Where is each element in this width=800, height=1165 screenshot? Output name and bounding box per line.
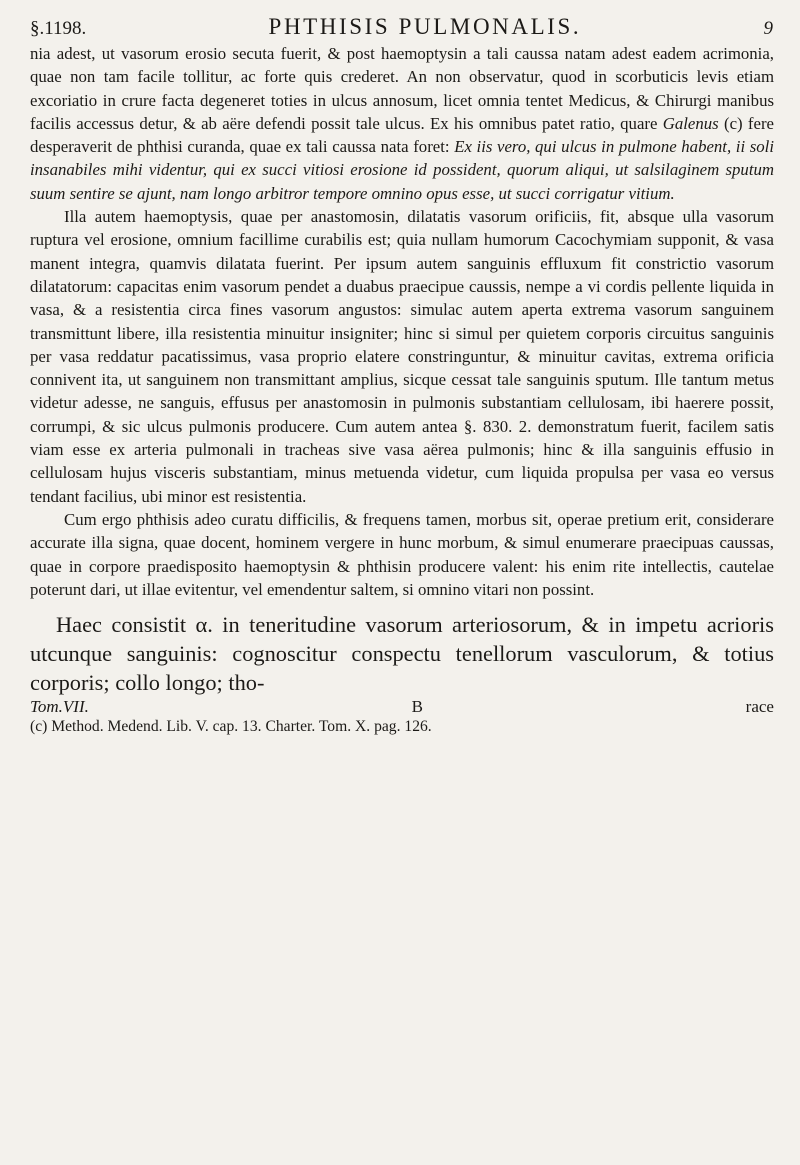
italic-segment: Ex iis vero, qui ulcus in pulmone habent, ii soli insanabiles mihi videntur, qui ex succi vitiosi erosione id possident, quorum aliqui, ut salsilaginem sputum suum sentire se ajunt, nam longo arbitror tempore omnino opus esse, ut succi corrigatur vitium. (30, 137, 774, 203)
running-title: PHTHISIS PULMONALIS. (268, 14, 582, 39)
italic-segment: Galenus (662, 113, 719, 133)
text-segment: Illa autem haemoptysis, quae per anastomosin, dilatatis vasorum orificiis, fit, absque ulla vasorum ruptura vel erosione, omnium facillime curabilis est; quia nullam humorum Cacochymiam supponit, & vasa manent integra, quamvis dilatata fuerint. Per ipsum autem sanguinis effluxum fit constrictio vasorum dilatatorum: capacitas enim vasorum pendet a duabus praecipue caussis, nempe a vi cordis pellente liquida in vasa, & a resistentia circa fines vasorum angustos: simulac autem aperta extrema vasorum sanguinem transmittunt libere, illa resistentia minuitur insigniter; hinc si simul per quietem corporis circuitus sanguinis per vasa reddatur pacatissimus, vasa proprio elatere constringuntur, & minuitur cavitas, extrema orificia connivent ita, ut sanguinem non transmittant amplius, sicque cessat tale sanguinis sputum. Ille tantum metus videtur adesse, ne sanguis, effusus per anastomosin in pulmonis substantiam cellulosam, ibi haerere possit, corrumpi, & sic ulcus pulmonis producere. Cum autem antea §. 830. 2. demonstratum fuerit, facilem satis viam esse ex arteria pulmonali in tracheas sive vasa aërea pulmonis; hinc & illa sanguinis effusio in cellulosam hujus visceris substantiam, minus metuenda videtur, cum liquida propulsa per vasa eo versus tendant facilius, ubi minor est resistentia. (30, 207, 774, 506)
footnote: (c) Method. Medend. Lib. V. cap. 13. Charter. Tom. X. pag. 126. (30, 718, 432, 736)
running-header (30, 14, 774, 40)
volume-mark: Tom.VII. (30, 697, 89, 717)
text-segment: (c) fere desperaverit de phthisi curanda, quae ex tali caussa nata foret: (30, 113, 775, 157)
paragraph (30, 42, 774, 205)
catchword: race (745, 697, 774, 717)
aphorism-block (30, 610, 774, 697)
signature-mark: B (411, 697, 423, 717)
section-number: §.1198. (30, 18, 87, 39)
text-segment: Cum ergo phthisis adeo curatu difficilis, & frequens tamen, morbus sit, operae pretium erit, considerare accurate illa signa, quae docent, hominem vergere in hunc morbum, & simul enumerare praecipuas caussas, quae in corpore praedisposito haemoptysin & phthisin producere valent: his enim rite intellectis, cautelae poterunt dari, ut illae evitentur, vel emendentur saltem, si omnino vitari non possint. (30, 509, 774, 599)
paragraph (30, 205, 774, 508)
paragraph (30, 508, 774, 601)
aphorism-text: Haec consistit α. in teneritudine vasorum arteriosorum, & in impetu acrioris utcunque sanguinis: cognoscitur conspectu tenellorum vasculorum, & totius corporis; collo longo; tho- (30, 612, 774, 696)
commentary-text (30, 42, 774, 601)
signature-line (30, 697, 774, 717)
page-number: 9 (763, 18, 774, 39)
text-segment: nia adest, ut vasorum erosio secuta fuerit, & post haemoptysin a tali caussa natam adest eadem acrimonia, quae non tam facile tollitur, ac forte quis crederet. An non observatur, quod in scorbuticis levis etiam excoriatio in crure facta degeneret toties in ulcus annosum, licet omnia tentet Medicus, & Chirurgi manibus facilis accessus detur, & ab aëre defendi possit tale ulcus. Ex his omnibus patet ratio, quare (30, 44, 774, 133)
